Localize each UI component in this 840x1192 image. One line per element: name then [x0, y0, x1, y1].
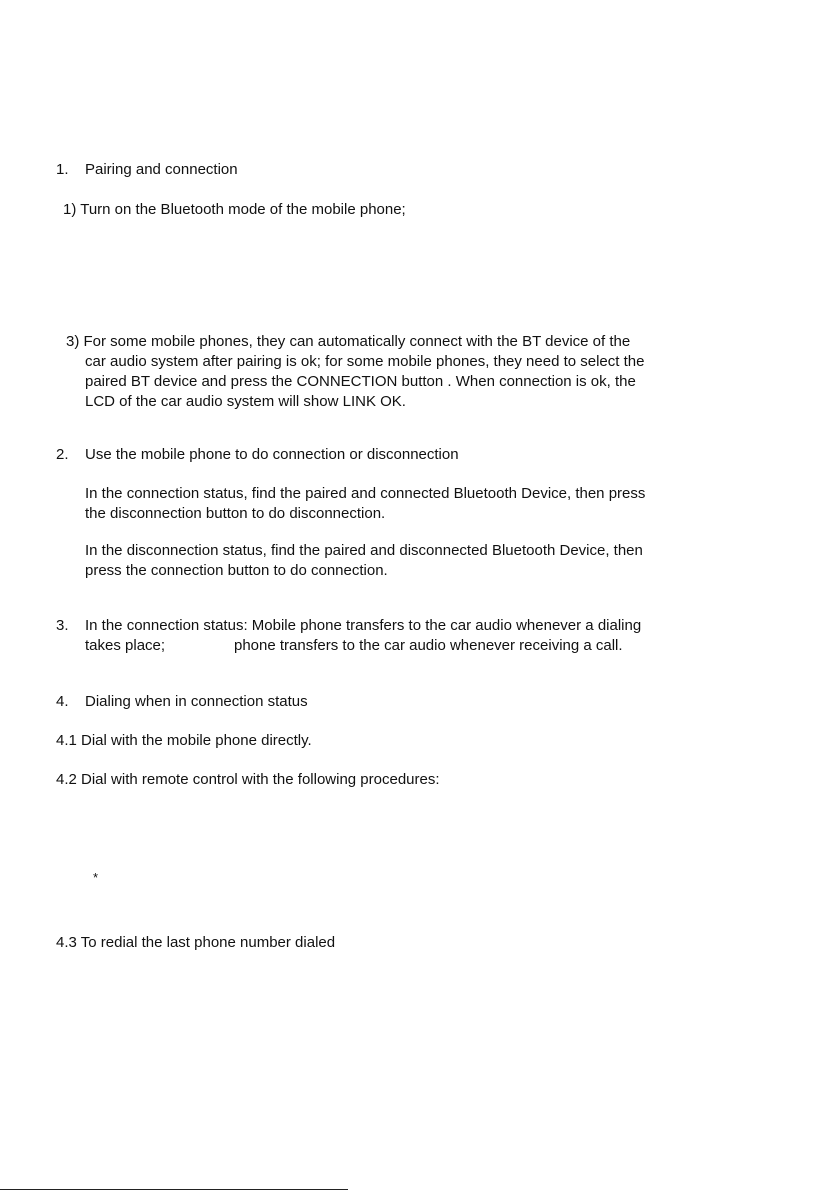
section-2-para-1-line-1: In the connection status, find the paired and connected Bluetooth Device, then press — [85, 485, 646, 502]
section-1-step-3-line-4: LCD of the car audio system will show LINK OK. — [85, 393, 406, 410]
section-3-line-2a: takes place; — [85, 637, 166, 654]
bottom-page-mark — [352, 1184, 366, 1190]
section-2-para-2-line-1: In the disconnection status, find the paired and disconnected Bluetooth Device, then — [85, 542, 643, 559]
section-2-para-1-line-2: the disconnection button to do disconnection. — [85, 505, 386, 522]
section-1-step-3-line-2: car audio system after pairing is ok; for some mobile phones, they need to select the — [85, 353, 645, 370]
section-1-step-3-line-1: 3) For some mobile phones, they can automatically connect with the BT device of the — [66, 333, 631, 350]
section-4-title: Dialing when in connection status — [85, 693, 308, 710]
section-2-para-2-line-2: press the connection button to do connection. — [85, 562, 388, 579]
section-4-2: 4.2 Dial with remote control with the following procedures: — [56, 771, 440, 788]
section-4-3: 4.3 To redial the last phone number dialed — [56, 934, 336, 951]
asterisk-note: * — [93, 870, 99, 885]
section-4-number: 4. — [56, 693, 69, 710]
section-4-1: 4.1 Dial with the mobile phone directly. — [56, 732, 312, 749]
bottom-rule — [0, 1189, 348, 1190]
section-1-step-1: 1) Turn on the Bluetooth mode of the mobile phone; — [63, 201, 406, 218]
section-3-number: 3. — [56, 617, 69, 634]
section-1-number: 1. — [56, 161, 69, 178]
section-2-number: 2. — [56, 446, 69, 463]
section-3-line-2b: phone transfers to the car audio whenever receiving a call. — [234, 637, 623, 654]
section-1-title: Pairing and connection — [85, 161, 238, 178]
section-1-step-3-line-3: paired BT device and press the CONNECTION button . When connection is ok, the — [85, 373, 636, 390]
section-2-title: Use the mobile phone to do connection or disconnection — [85, 446, 459, 463]
section-3-line-1: In the connection status: Mobile phone transfers to the car audio whenever a dialing — [85, 617, 642, 634]
